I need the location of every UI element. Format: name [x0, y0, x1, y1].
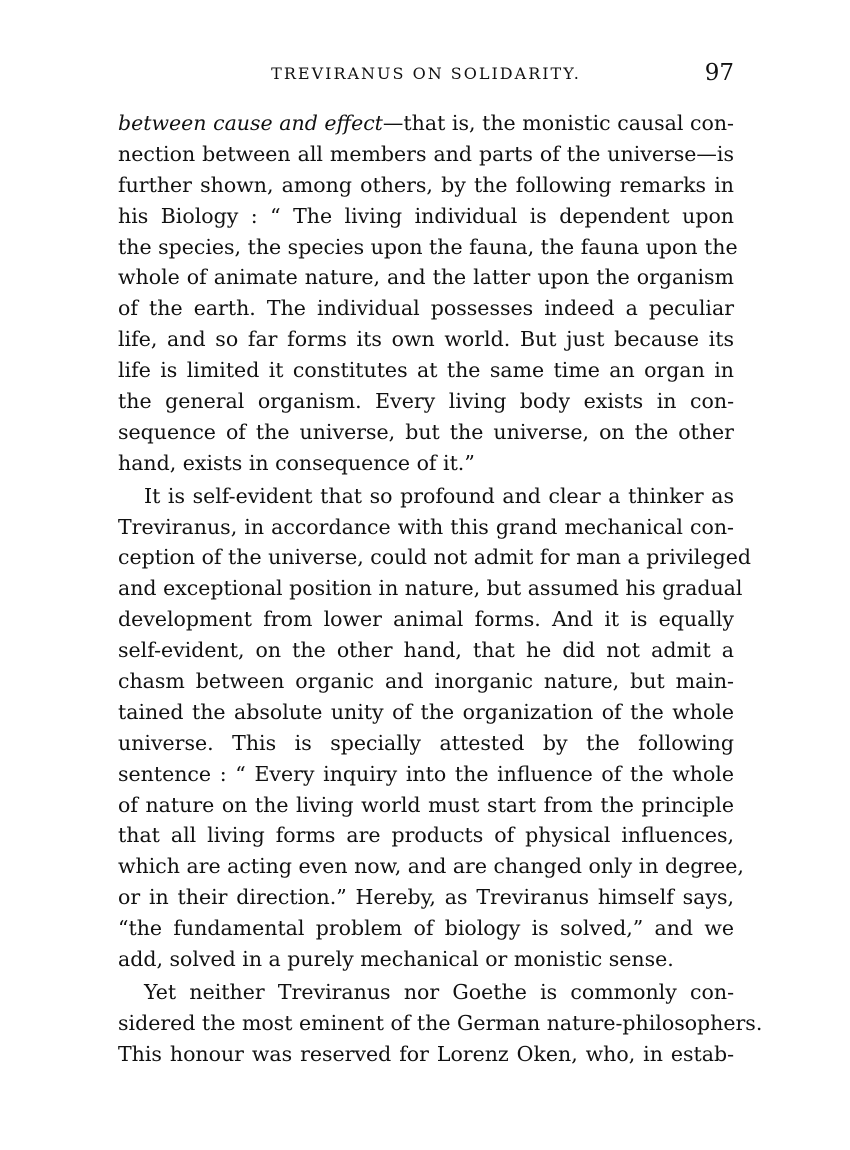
text-line: or in their direction.” Hereby, as Treviranus himself says,	[118, 885, 734, 910]
text-line: sentence : “ Every inquiry into the influence of the whole	[118, 761, 734, 786]
text-line	[118, 108, 734, 139]
text-line: the general organism. Every living body exists in con-	[118, 389, 734, 414]
book-page	[118, 60, 763, 1070]
text-line: Yet neither Treviranus nor Goethe is commonly con-	[144, 979, 734, 1004]
text-line: hand, exists in consequence of it.”	[118, 450, 475, 475]
italic-phrase: between cause and effect	[118, 111, 383, 135]
text-line: ception of the universe, could not admit for man a privileged	[118, 545, 751, 570]
text-line: whole of animate nature, and the latter upon the organism	[118, 265, 734, 290]
text-line: life is limited it constitutes at the same time an organ in	[118, 358, 734, 383]
text-line: chasm between organic and inorganic nature, but main-	[118, 669, 734, 694]
line-rest: —that is, the monistic causal con-	[382, 111, 734, 135]
text-line: tained the absolute unity of the organization of the whole	[118, 699, 734, 724]
text-line: nection between all members and parts of the universe—is	[118, 141, 734, 166]
text-line: Treviranus, in accordance with this grand mechanical con-	[118, 514, 734, 539]
text-line: universe. This is specially attested by the following	[118, 730, 734, 755]
text-line: of the earth. The individual possesses indeed a peculiar	[118, 296, 734, 321]
text-line: “the fundamental problem of biology is solved,” and we	[118, 916, 734, 941]
paragraph-2	[118, 481, 751, 975]
text-line: This honour was reserved for Lorenz Oken, who, in estab-	[118, 1041, 734, 1066]
text-line: sequence of the universe, but the universe, on the other	[118, 419, 734, 444]
text-line: add, solved in a purely mechanical or monistic sense.	[118, 947, 674, 972]
text-line: which are acting even now, and are changed only in degree,	[118, 854, 744, 879]
text-line: of nature on the living world must start from the principle	[118, 792, 734, 817]
text-line: and exceptional position in nature, but assumed his gradual	[118, 576, 743, 601]
text-line: sidered the most eminent of the German nature-philosophers.	[118, 1010, 763, 1035]
paragraph-1	[118, 108, 738, 479]
text-line: further shown, among others, by the following remarks in	[118, 172, 734, 197]
text-line: self-evident, on the other hand, that he did not admit a	[118, 638, 734, 663]
text-line: development from lower animal forms. And it is equally	[118, 607, 734, 632]
running-head	[118, 60, 734, 94]
text-line: It is self-evident that so profound and clear a thinker as	[144, 483, 734, 508]
page-number: 97	[704, 60, 734, 86]
text-line: life, and so far forms its own world. But just because its	[118, 327, 734, 352]
text-line: that all living forms are products of physical influences,	[118, 823, 734, 848]
body-text	[118, 108, 763, 1070]
text-line: his Biology : “ The living individual is dependent upon	[118, 203, 734, 228]
paragraph-3	[118, 977, 763, 1070]
running-title: TREVIRANUS ON SOLIDARITY.	[271, 64, 581, 83]
text-line: the species, the species upon the fauna, the fauna upon the	[118, 234, 738, 259]
